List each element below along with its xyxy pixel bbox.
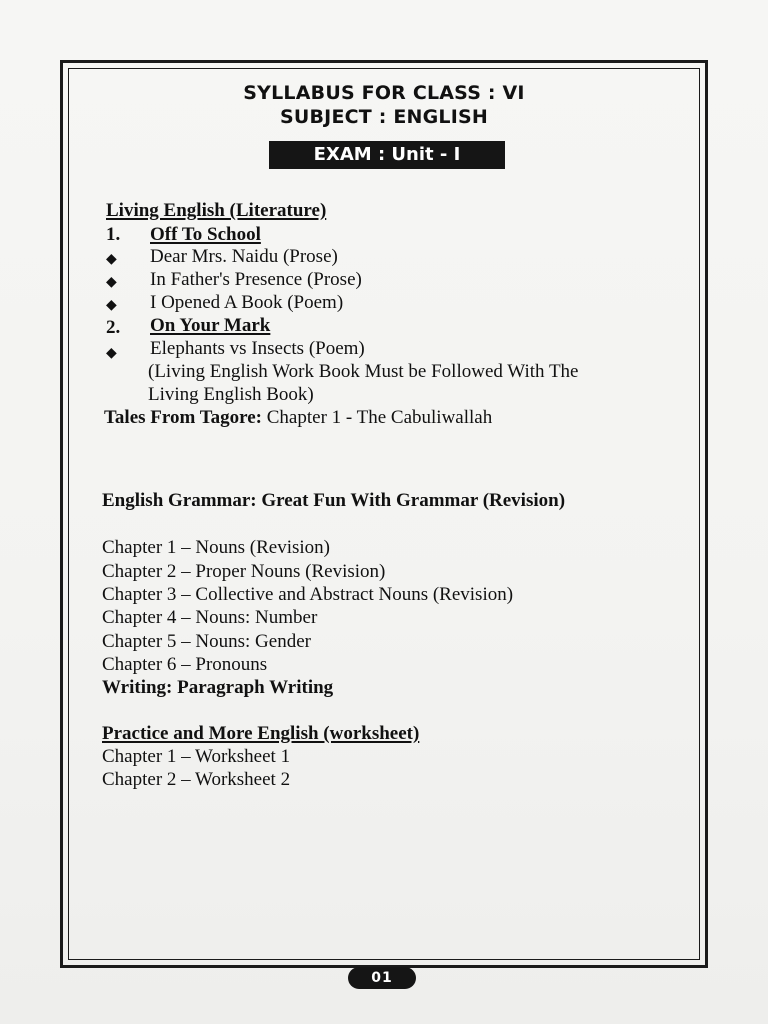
list-item: I Opened A Book (Poem)	[150, 292, 344, 313]
syllabus-title: SYLLABUS FOR CLASS : VI	[243, 82, 525, 104]
page-number: 01	[348, 967, 416, 989]
list-item: Chapter 2 – Worksheet 2	[102, 769, 291, 790]
bullet-icon: ◆	[106, 297, 117, 313]
list-item: Chapter 6 – Pronouns	[102, 654, 268, 675]
list-item: Chapter 1 – Nouns (Revision)	[102, 537, 330, 558]
tagore-line	[104, 407, 492, 429]
exam-unit-label: EXAM : Unit - I	[269, 141, 505, 169]
subject-title: SUBJECT : ENGLISH	[279, 106, 488, 128]
practice-heading: Practice and More English (worksheet)	[102, 723, 420, 744]
list-item: Chapter 4 – Nouns: Number	[102, 607, 318, 628]
list-item: Elephants vs Insects (Poem)	[150, 338, 365, 359]
list-item: Chapter 5 – Nouns: Gender	[102, 631, 311, 652]
list-item: In Father's Presence (Prose)	[150, 269, 362, 290]
section-2-number: 2.	[106, 317, 121, 338]
section-1-title: Off To School	[150, 224, 261, 245]
grammar-heading: English Grammar: Great Fun With Grammar (Revision)	[102, 490, 566, 511]
list-item: Chapter 2 – Proper Nouns (Revision)	[102, 561, 386, 582]
list-item: Chapter 3 – Collective and Abstract Nouns (Revision)	[102, 584, 514, 605]
section-1-number: 1.	[106, 224, 121, 245]
literature-heading: Living English (Literature)	[106, 200, 327, 221]
tagore-text: Chapter 1 - The Cabuliwallah	[262, 407, 493, 428]
workbook-note-line-2: Living English Book)	[148, 384, 314, 405]
section-2-title: On Your Mark	[150, 315, 271, 336]
bullet-icon: ◆	[106, 345, 117, 361]
list-item: Dear Mrs. Naidu (Prose)	[150, 246, 338, 267]
workbook-note-line-1: (Living English Work Book Must be Followed With The	[148, 361, 579, 382]
list-item: Chapter 1 – Worksheet 1	[102, 746, 291, 767]
bullet-icon: ◆	[106, 274, 117, 290]
tagore-label: Tales From Tagore:	[104, 407, 262, 428]
bullet-icon: ◆	[106, 251, 117, 267]
writing-line: Writing: Paragraph Writing	[102, 677, 334, 698]
